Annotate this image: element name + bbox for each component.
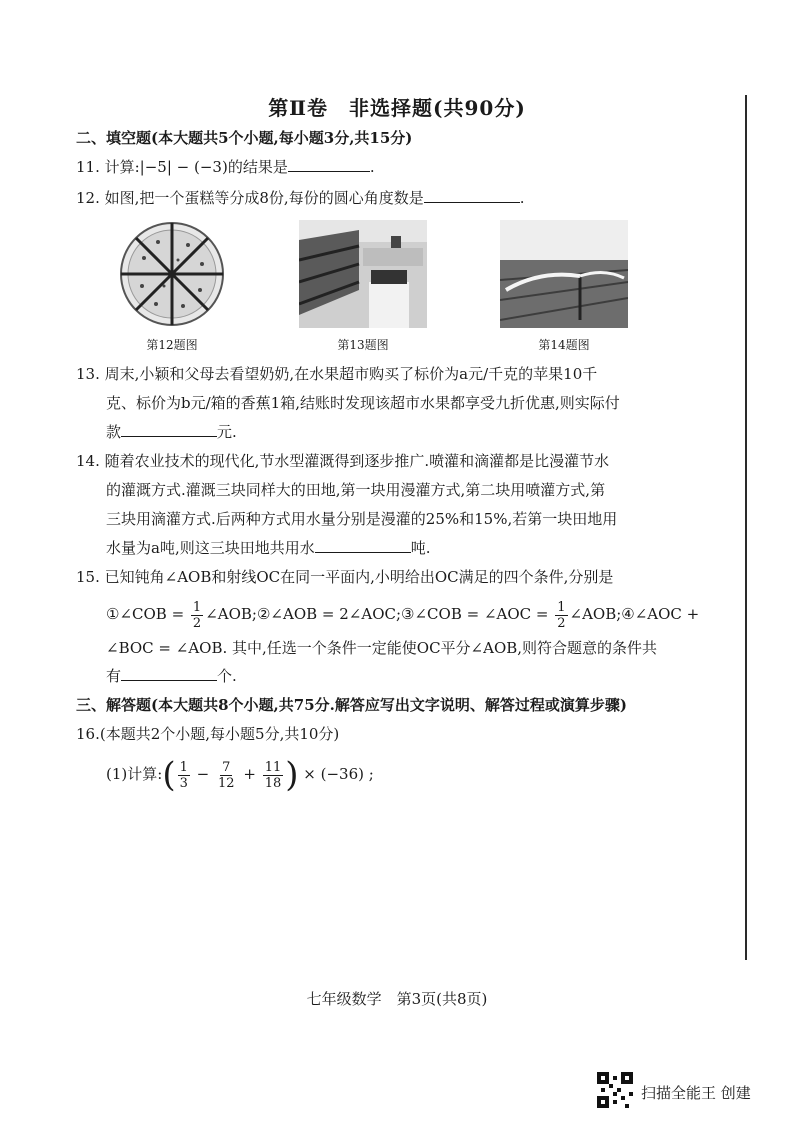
irrigation-image [500, 220, 628, 328]
fraction-numerator: 1 [557, 599, 566, 615]
page-footer: 七年级数学 第3页(共8页) [306, 990, 488, 1008]
page-title: 第Ⅱ卷 非选择题(共90分) [268, 96, 526, 120]
question-12 [76, 188, 525, 208]
question-14-line-3: 三块用滴灌方式.后两种方式用水量分别是漫灌的25%和15%,若第一块田地用 [106, 510, 618, 528]
question-13-line-2: 克、标价为b元/箱的香蕉1箱,结账时发现该超市水果都享受九折优惠,则实际付 [106, 394, 620, 412]
fraction-half-2 [555, 600, 567, 631]
question-14-text: 水量为a吨,则这三块田地共用水 [106, 539, 315, 557]
question-15-conditions [106, 596, 699, 632]
plus-sign: + [243, 765, 256, 783]
question-14-end: 吨. [410, 539, 431, 557]
answer-blank-13[interactable] [121, 422, 217, 437]
question-12-end: . [519, 189, 525, 207]
fraction-numerator: 7 [222, 759, 231, 775]
question-15-text: 有 [106, 667, 122, 685]
question-13-line-1: 13. 周末,小颖和父母去看望奶奶,在水果超市购买了标价为a元/千克的苹果10千 [76, 365, 598, 383]
section-solve-header: 三、解答题(本大题共8个小题,共75分.解答应写出文字说明、解答过程或演算步骤) [76, 696, 627, 714]
question-11-text: 11. 计算:|−5| − (−3)的结果是 [76, 158, 288, 176]
question-14-line-2: 的灌溉方式.灌溉三块同样大的田地,第一块用漫灌方式,第二块用喷灌方式,第 [106, 481, 606, 499]
question-15-line-1: 15. 已知钝角∠AOB和射线OC在同一平面内,小明给出OC满足的四个条件,分别是 [76, 568, 614, 586]
figure-12-caption: 第12题图 [146, 338, 198, 352]
fraction-denominator: 12 [218, 775, 235, 791]
part-1-label: (1)计算: [106, 765, 163, 783]
minus-sign: − [196, 765, 210, 783]
margin-rule [745, 95, 747, 960]
fruit-store-image [299, 220, 427, 328]
question-13-text: 款 [106, 423, 122, 441]
question-13-end: 元. [217, 423, 237, 441]
scanner-watermark: 扫描全能王 创建 [641, 1084, 751, 1102]
answer-blank-14[interactable] [315, 538, 411, 553]
figure-13-caption: 第13题图 [337, 338, 389, 352]
question-13-line-3 [106, 422, 237, 442]
question-16-header: 16.(本题共2个小题,每小题5分,共10分) [76, 725, 340, 743]
right-paren: ) [285, 755, 299, 795]
question-11-end: . [369, 158, 375, 176]
question-16-part-1 [106, 754, 374, 794]
answer-blank-12[interactable] [424, 188, 520, 203]
fraction-denominator: 2 [557, 615, 566, 631]
fraction-11-18 [263, 760, 284, 791]
question-14-line-4 [106, 538, 431, 558]
question-14-line-1: 14. 随着农业技术的现代化,节水型灌溉得到逐步推广.喷灌和滴灌都是比漫灌节水 [76, 452, 610, 470]
fraction-denominator: 2 [192, 615, 202, 631]
fraction-denominator: 18 [264, 775, 282, 791]
fraction-numerator: 1 [192, 599, 202, 615]
figure-14-caption: 第14题图 [538, 338, 590, 352]
fraction-half-1 [191, 600, 203, 631]
fraction-1-3 [178, 760, 190, 791]
cake-image [118, 220, 226, 328]
section-fill-in-header: 二、填空题(本大题共5个小题,每小题3分,共15分) [76, 129, 413, 147]
expression-tail: × (−36) ; [303, 765, 374, 783]
question-15-end: 个. [217, 667, 237, 685]
qr-code-icon [597, 1072, 633, 1108]
fraction-denominator: 3 [179, 775, 188, 791]
fraction-numerator: 1 [179, 759, 188, 775]
question-11 [76, 157, 375, 177]
question-12-text: 12. 如图,把一个蛋糕等分成8份,每份的圆心角度数是 [76, 189, 424, 207]
conditions-2-3-text: ∠AOB;②∠AOB = 2∠AOC;③∠COB = ∠AOC = [205, 605, 554, 623]
condition-1-text: ①∠COB = [106, 605, 189, 623]
answer-blank-11[interactable] [288, 157, 370, 172]
fraction-numerator: 11 [264, 759, 282, 775]
question-15-line-3: ∠BOC = ∠AOB. 其中,任选一个条件一定能使OC平分∠AOB,则符合题意的条件共 [106, 639, 658, 657]
left-paren: ( [162, 755, 176, 795]
condition-4-text: ∠AOB;④∠AOC + [569, 605, 700, 623]
answer-blank-15[interactable] [121, 666, 217, 681]
question-15-line-4 [106, 666, 237, 686]
fraction-7-12 [216, 760, 237, 791]
